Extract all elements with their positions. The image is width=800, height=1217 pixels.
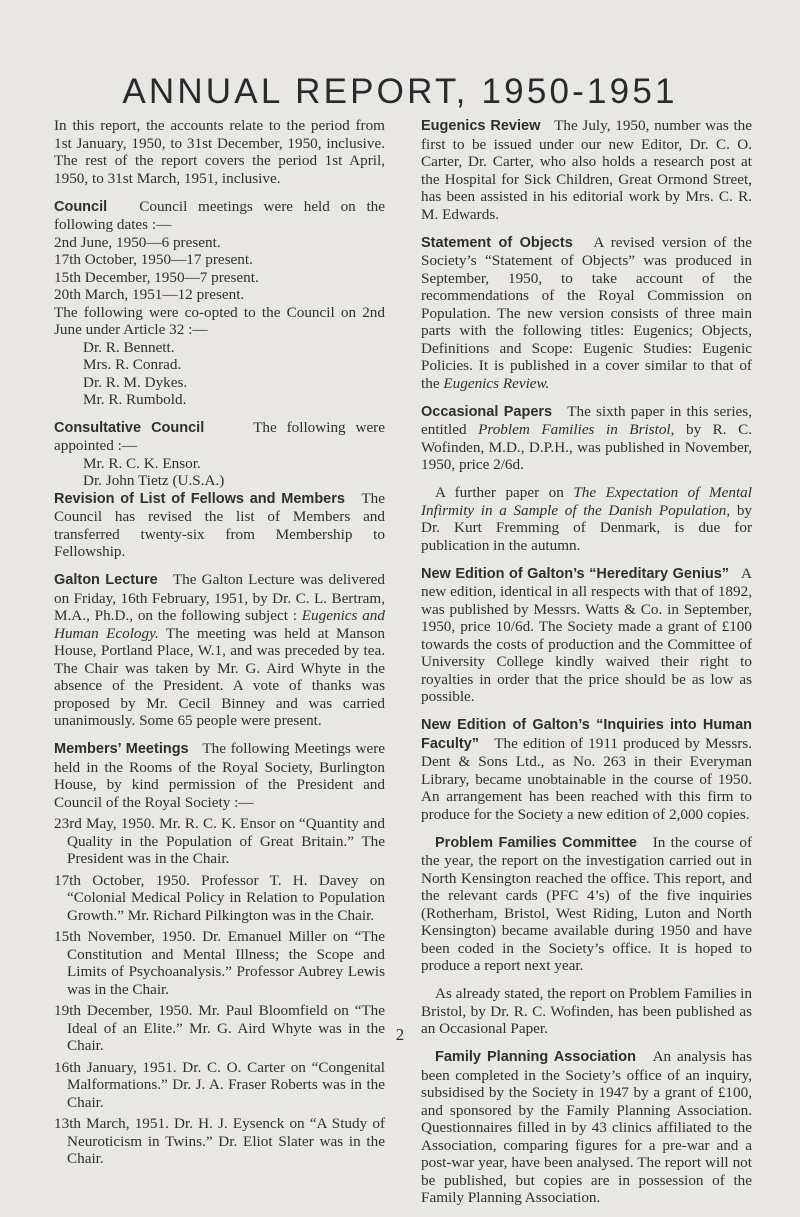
review-text: The July, 1950, number was the first to be issued under our new Editor, Dr. C. O. Carter, Dr. Carter, who also holds a research post at the Hospital for Sick Children, Great Ormond Street, has been assisted in his editorial work by Mrs. C. R. M. Edwards. bbox=[421, 117, 752, 223]
members-text: The following Meetings were held in the Rooms of the Royal Society, Burlington House, by kind permission of the President and Council of the Royal Society :— bbox=[54, 740, 385, 811]
council-dates bbox=[54, 234, 385, 304]
coopted-name: Dr. R. M. Dykes. bbox=[83, 373, 188, 391]
meeting-item: 13th March, 1951. Dr. H. J. Eysenck on “A Study of Neuroticism in Twins.” Dr. Eliot Slater was in the Chair. bbox=[54, 1115, 385, 1167]
further-paragraph bbox=[421, 484, 752, 554]
coopted-names bbox=[54, 339, 385, 409]
galton-subject: Eugenics and Human Ecology. bbox=[54, 607, 385, 642]
further-text-2: by Dr. Kurt Fremming of Denmark, is due for publication in the autumn. bbox=[421, 501, 752, 554]
council-date: 2nd June, 1950—6 present. bbox=[54, 233, 221, 251]
review-paragraph bbox=[421, 117, 752, 223]
hereditary-text: A new edition, identical in all respects with that of 1892, was published by Messrs. Watts & Co. in September, 1950, price 10/6d. The Society made a grant of £100 towards the costs of production and the Committee of University College kindly waived their right to royalties in order that the price should be as low as possible. bbox=[421, 564, 752, 705]
consultative-heading: Consultative Council bbox=[54, 419, 205, 436]
members-paragraph bbox=[54, 740, 385, 811]
problem-paragraph-2: As already stated, the report on Problem Families in Bristol, by Dr. R. C. Wofinden, has been published as an Occasional Paper. bbox=[421, 985, 752, 1037]
problem-paragraph bbox=[421, 834, 752, 975]
consultative-name: Dr. John Tietz (U.S.A.) bbox=[83, 472, 225, 489]
coopted-name: Dr. R. Bennett. bbox=[83, 338, 175, 356]
inquiries-paragraph bbox=[421, 716, 752, 823]
galton-heading: Galton Lecture bbox=[54, 572, 158, 588]
council-date: 15th December, 1950—7 present. bbox=[54, 268, 259, 286]
review-heading: Eugenics Review bbox=[421, 118, 541, 134]
meeting-item: 15th November, 1950. Dr. Emanuel Miller on “The Constitution and Mental Illness; the Scope and Limits of Psychoanalysis.” Professor Aubrey Lewis was in the Chair. bbox=[54, 928, 385, 998]
meeting-item: 17th October, 1950. Professor T. H. Davey on “Colonial Medical Policy in Relation to Population Growth.” Mr. Richard Pilkington was in the Chair. bbox=[54, 871, 385, 924]
planning-paragraph bbox=[421, 1048, 752, 1207]
revision-paragraph bbox=[54, 490, 385, 561]
objects-paragraph bbox=[421, 234, 752, 393]
planning-heading: Family Planning Association bbox=[435, 1049, 636, 1065]
revision-heading: Revision of List of Fellows and Members bbox=[54, 490, 345, 507]
hereditary-heading: New Edition of Galton’s “Hereditary Genius” bbox=[421, 565, 730, 582]
page-title: ANNUAL REPORT, 1950-1951 bbox=[122, 72, 678, 111]
papers-paragraph bbox=[421, 403, 752, 474]
page-number: 2 bbox=[395, 1025, 405, 1044]
galton-text-2: The meeting was held at Manson House, Portland Place, W.1, and was preceded by tea. The Chair was taken by Mr. G. Aird Whyte in the absence of the President. A vote of thanks was proposed by Mr. Cecil Binney and was carried unanimously. Some 65 people were present. bbox=[54, 624, 385, 729]
right-column bbox=[421, 117, 752, 1217]
consultative-paragraph bbox=[54, 419, 385, 455]
galton-paragraph bbox=[54, 571, 385, 730]
left-column bbox=[54, 117, 385, 1172]
consultative-name: Mr. R. C. K. Ensor. bbox=[83, 454, 201, 472]
coopted-paragraph: The following were co-opted to the Council on 2nd June under Article 32 :— bbox=[54, 303, 385, 338]
council-paragraph bbox=[54, 198, 385, 234]
papers-text-1: The sixth paper in this series, entitled bbox=[421, 402, 752, 438]
hereditary-paragraph bbox=[421, 565, 752, 706]
consultative-text: The following were appointed :— bbox=[54, 418, 385, 454]
objects-heading: Statement of Objects bbox=[421, 234, 573, 251]
papers-text-2: by R. C. Wofinden, M.D., D.P.H., was published in November, 1950, price 2/6d. bbox=[421, 421, 753, 473]
objects-journal: Eugenics Review. bbox=[443, 374, 550, 392]
papers-heading: Occasional Papers bbox=[421, 403, 553, 420]
further-text-1: A further paper on bbox=[435, 484, 564, 501]
planning-text: An analysis has been completed in the Society’s office of an inquiry, subsidised by the Society in 1947 by a grant of £100, and sponsored by the Family Planning Association. Questionnaires filled in by 43 clinics affiliated to the Association, comparing figures for a pre-war and a post-war year, have been analysed. The report will not be published, but copies are in possession of the Family Planning Association. bbox=[421, 1048, 752, 1206]
meeting-item: 19th December, 1950. Mr. Paul Bloomfield on “The Ideal of an Elite.” Mr. G. Aird Whyte was in the Chair. bbox=[54, 1002, 385, 1054]
members-heading: Members’ Meetings bbox=[54, 741, 189, 757]
problem-text: In the course of the year, the report on the investigation carried out in North Kensington reached the office. This report, and the relevant cards (PFC 4’s) of the five inquiries (Rotherham, Bristol, West Riding, Luton and North Kensington) became available during 1950 and have been coded in the Society’s office. It is hoped to produce a report next year. bbox=[421, 833, 753, 974]
inquiries-heading: New Edition of Galton’s “Inquiries into Human Faculty” bbox=[421, 717, 752, 752]
meeting-item: 23rd May, 1950. Mr. R. C. K. Ensor on “Quantity and Quality in the Population of Great Britain.” The President was in the Chair. bbox=[54, 815, 385, 867]
meeting-item: 16th January, 1951. Dr. C. O. Carter on “Congenital Malformations.” Dr. J. A. Fraser Roberts was in the Chair. bbox=[54, 1058, 385, 1111]
consultative-names bbox=[54, 455, 385, 490]
council-text: Council meetings were held on the following dates :— bbox=[54, 197, 385, 233]
problem-heading: Problem Families Committee bbox=[435, 834, 637, 851]
coopted-name: Mrs. R. Conrad. bbox=[83, 356, 182, 373]
council-date: 17th October, 1950—17 present. bbox=[54, 251, 253, 268]
coopted-name: Mr. R. Rumbold. bbox=[83, 391, 187, 408]
council-date: 20th March, 1951—12 present. bbox=[54, 286, 245, 303]
revision-text: The Council has revised the list of Members and transferred twenty-six from Membership to Fellowship. bbox=[54, 489, 385, 560]
further-title: The Expectation of Mental Infirmity in a Sample of the Danish Population, bbox=[421, 484, 752, 519]
objects-text: A revised version of the Society’s “Statement of Objects” was produced in September, 1950, to take account of the recommendations of the Royal Commission on Population. The new version consists of three main parts with the following titles: Eugenics; Objects, Definitions and Scope: Eugenic Studies: Eugenic Policies. It is published in a cover similar to that of the bbox=[421, 233, 752, 392]
inquiries-text: The edition of 1911 produced by Messrs. Dent & Sons Ltd., as No. 263 in their Everyman Library, became unobtainable in the course of 1950. An arrangement has been reached with this firm to produce for the Society a new edition of 2,000 copies. bbox=[421, 734, 752, 823]
council-heading: Council bbox=[54, 198, 108, 215]
intro-paragraph: In this report, the accounts relate to the period from 1st January, 1950, to 31st December, 1950, inclusive. The rest of the report covers the period 1st April, 1950, to 31st March, 1951, inclusive. bbox=[54, 117, 385, 187]
galton-text-1: The Galton Lecture was delivered on Friday, 16th February, 1951, by Dr. C. L. Bertram, M.A., Ph.D., on the following subject : bbox=[54, 571, 385, 624]
papers-title: Problem Families in Bristol, bbox=[478, 421, 675, 438]
